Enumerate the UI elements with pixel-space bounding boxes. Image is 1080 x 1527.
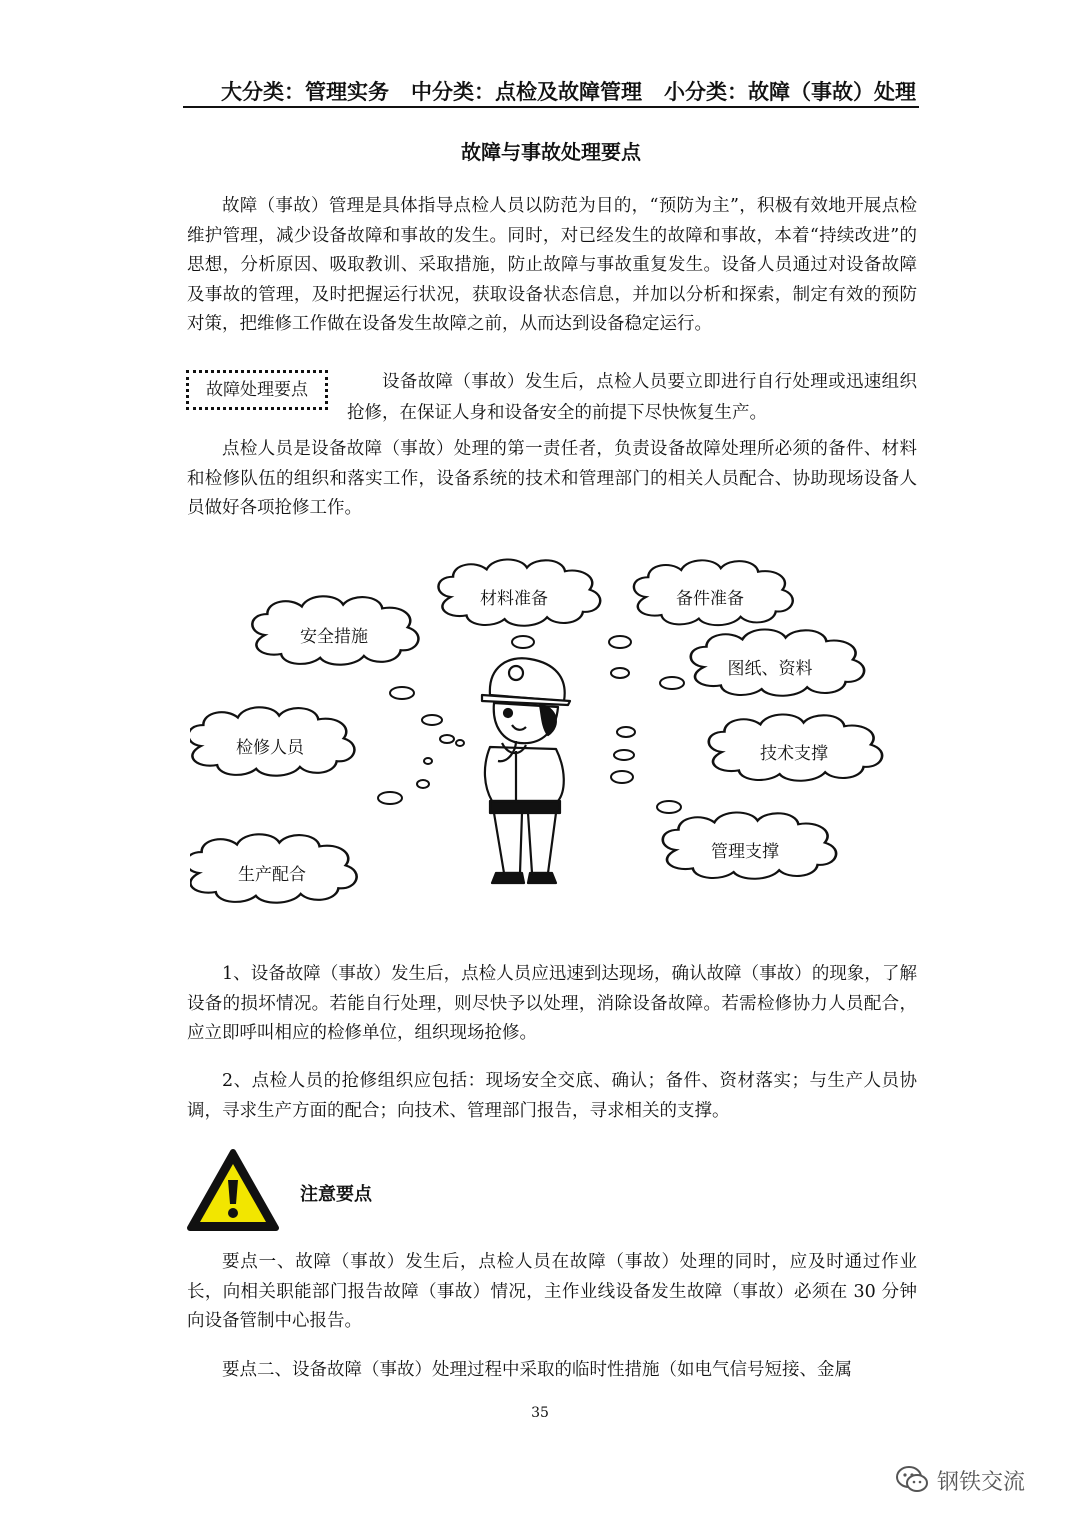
cloud-drawings: [691, 629, 864, 695]
notice-point-1: 要点一、故障（事故）发生后，点检人员在故障（事故）处理的同时，应及时通过作业长，向相关职能部门报告故障（事故）情况，主作业线设备发生故障（事故）必须在 30 分钟向设备管制中心报告。: [187, 1252, 917, 1331]
callout-label: 故障处理要点: [206, 380, 308, 400]
page-title: 故障与事故处理要点: [461, 140, 641, 164]
header-minor-category: 小分类：故障（事故）处理: [664, 80, 916, 104]
header-major-category: 大分类：管理实务: [221, 80, 389, 104]
watermark: [895, 1462, 1025, 1498]
cloud-materials: [438, 559, 600, 625]
page-header: [183, 76, 916, 106]
cloud-production: [190, 834, 357, 902]
wechat-icon: [895, 1465, 929, 1495]
cloud-label-production: 生产配合: [238, 865, 306, 885]
cloud-safety: [252, 596, 418, 664]
emergency-diagram: [190, 555, 900, 925]
cloud-label-spares: 备件准备: [676, 589, 744, 609]
worker-figure: [482, 658, 570, 883]
notice-title: 注意要点: [300, 1184, 372, 1205]
intro-paragraph: 故障（事故）管理是具体指导点检人员以防范为目的，“预防为主”，积极有效地开展点检维护管理，减少设备故障和事故的发生。同时，对已经发生的故障和事故，本着“持续改进”的思想，分析原因、吸取教训、采取措施，防止故障与事故重复发生。设备人员通过对设备故障及事故的管理，及时把握运行状况，获取设备状态信息，并加以分析和探索，制定有效的预防对策，把维修工作做在设备发生故障之前，从而达到设备稳定运行。: [187, 196, 917, 334]
item-1: 1、设备故障（事故）发生后，点检人员应迅速到达现场，确认故障（事故）的现象，了解设备的损坏情况。若能自行处理，则尽快予以处理，消除设备故障。若需检修协力人员配合，应立即呼叫相应的检修单位，组织现场抢修。: [187, 964, 917, 1043]
callout-text: 设备故障（事故）发生后，点检人员要立即进行自行处理或迅速组织抢修，在保证人身和设备安全的前提下尽快恢复生产。: [347, 372, 917, 423]
cloud-label-drawings: 图纸、资料: [727, 659, 813, 679]
page-number: 35: [531, 1405, 549, 1421]
cloud-spares: [634, 560, 793, 625]
cloud-label-tech: 技术支撑: [760, 744, 828, 764]
header-divider: [183, 106, 919, 108]
cloud-label-safety: 安全措施: [300, 627, 368, 647]
notice-point-2: 要点二、设备故障（事故）处理过程中采取的临时性措施（如电气信号短接、金属: [222, 1360, 852, 1380]
cloud-label-materials: 材料准备: [480, 589, 548, 609]
cloud-tech: [709, 714, 882, 780]
item-2: 2、点检人员的抢修组织应包括：现场安全交底、确认；备件、资材落实；与生产人员协调，寻求生产方面的配合；向技术、管理部门报告，寻求相关的支撑。: [187, 1071, 917, 1121]
header-middle-category: 中分类：点检及故障管理: [411, 80, 642, 104]
cloud-label-mgmt: 管理支撑: [711, 842, 779, 862]
responsibility-paragraph: 点检人员是设备故障（事故）处理的第一责任者，负责设备故障处理所必须的备件、材料和检修队伍的组织和落实工作，设备系统的技术和管理部门的相关人员配合、协助现场设备人员做好各项抢修工作。: [187, 439, 917, 518]
cloud-staff: [190, 707, 354, 775]
cloud-label-staff: 检修人员: [236, 738, 304, 758]
warning-icon: [186, 1148, 280, 1234]
cloud-mgmt: [663, 812, 836, 878]
watermark-text: 钢铁交流: [937, 1469, 1026, 1495]
callout-label-box: [186, 370, 328, 410]
